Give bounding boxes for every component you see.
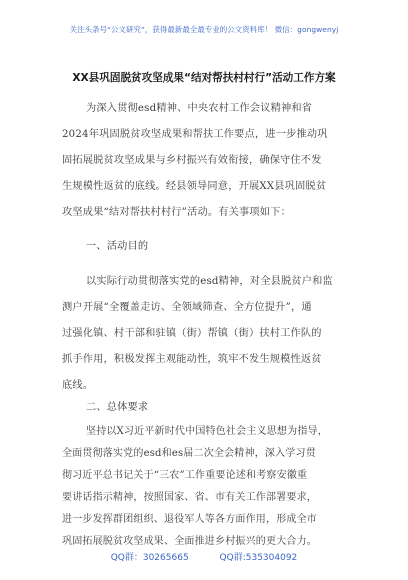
purpose-line: 以实际行动贯彻落实党的esd精神，对全县脱贫户和监 (86, 276, 333, 287)
intro-line: 2024年巩固脱贫攻坚成果和帮扶工作要点，进一步推动巩 (62, 129, 328, 140)
purpose-line: 过强化镇、村干部和驻镇（街）帮镇（街）扶村工作队的 (62, 328, 322, 339)
requirements-line: 巩固拓展脱贫攻坚成果、全面推进乡村振兴的更大合力。 (62, 536, 317, 547)
footer (0, 548, 408, 565)
requirements-line: 全面贯彻落实党的esd和es届二次全会精神，深入学习贯 (62, 448, 316, 459)
requirements-line: 坚持以X习近平新时代中国特色社会主义思想为指导， (86, 426, 328, 437)
footer-qq-group-1[interactable]: QQ群：30265665 (110, 553, 189, 563)
requirements-line: 进一步发挥群团组织、退役军人等各方面作用，形成全市 (62, 514, 317, 525)
intro-line: 固拓展脱贫攻坚成果与乡村振兴有效衔接，确保守住不发 (62, 155, 322, 166)
requirements-line: 要讲话指示精神，按照国家、省、市有关工作部署要求， (62, 492, 317, 503)
purpose-line: 抓手作用，积极发挥主观能动性，筑牢不发生规模性返贫 (62, 354, 322, 365)
intro-line: 为深入贯彻esd精神、中央农村工作会议精神和省 (86, 103, 313, 114)
requirements-line: 彻习近平总书记关于“三农”工作重要论述和考察安徽重 (62, 470, 308, 481)
purpose-line: 底线。 (62, 380, 94, 391)
document-title: XX县巩固脱贫攻坚成果“结对帮扶村村行”活动工作方案 (72, 72, 336, 84)
section-heading-requirements: 二、总体要求 (86, 402, 149, 413)
footer-qq-group-2[interactable]: QQ群:535304092 (219, 553, 298, 563)
intro-line: 攻坚成果“结对帮扶村村行”活动。有关事项如下： (62, 207, 291, 218)
section-heading-purpose: 一、活动目的 (86, 241, 149, 252)
intro-line: 生规模性返贫的底线。经县领导同意，开展XX县巩固脱贫 (62, 181, 327, 192)
purpose-line: 测户开展“全覆盖走访、全领域筛查、全方位提升”，通 (62, 302, 312, 313)
top-banner: 关注头条号“公文研究”，获得最新最全最专业的公文资料库！ 微信：gongwenyj (69, 25, 339, 34)
